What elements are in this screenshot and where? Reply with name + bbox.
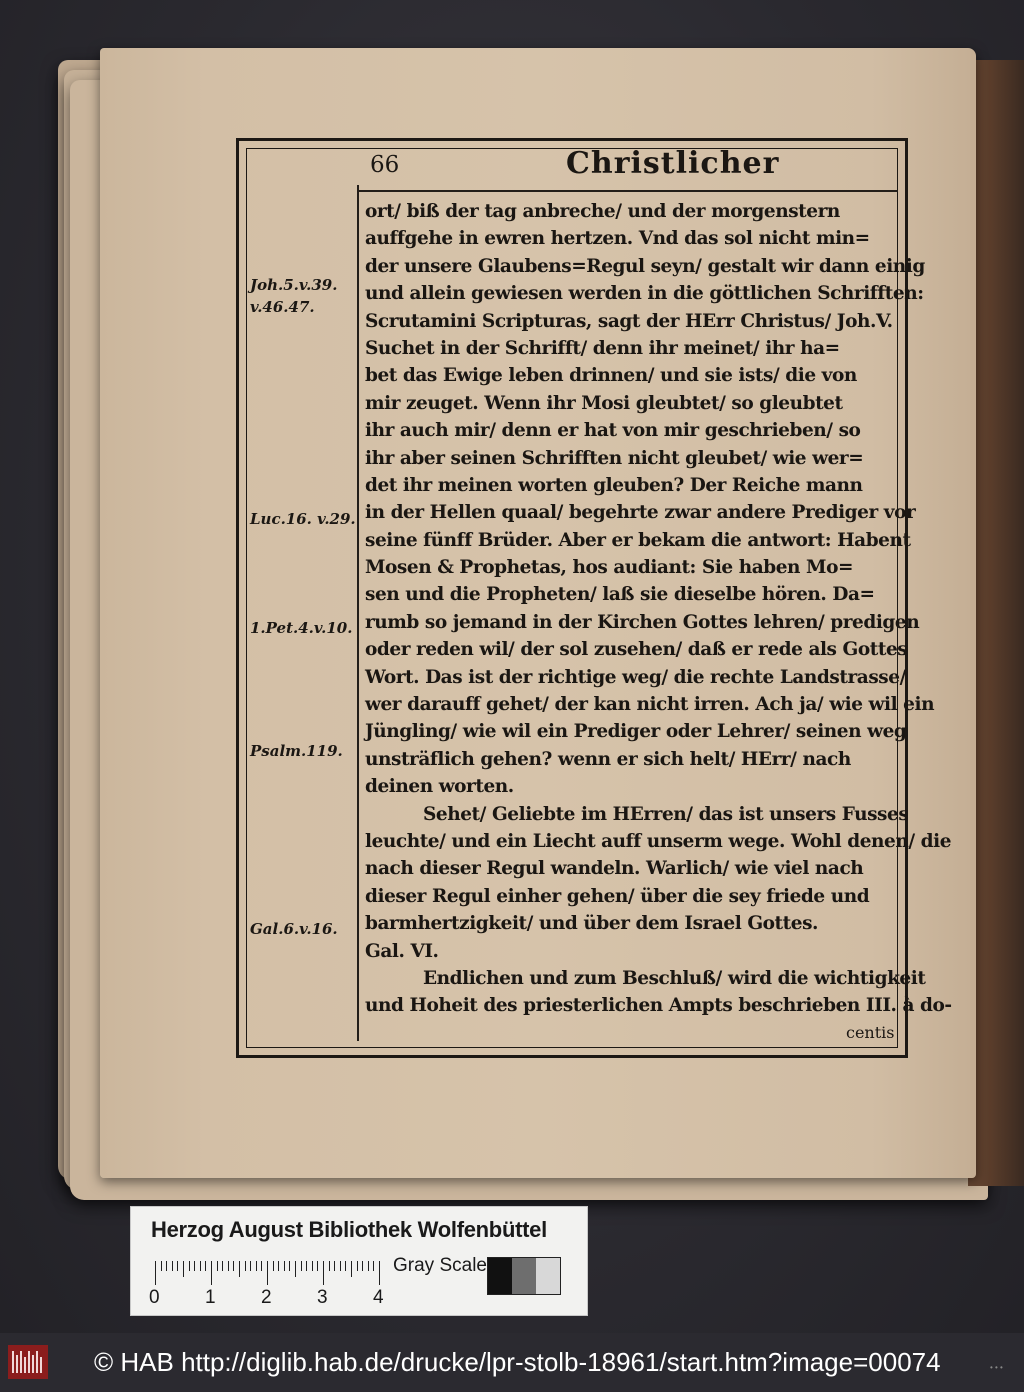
ruler-tick [194,1261,195,1271]
dots-icon: • • • [990,1363,1003,1372]
ruler-tick [312,1261,313,1271]
gray-swatch [488,1258,512,1294]
text-line: Wort. Das ist der richtige weg/ die rechte Landstrasse/ [365,666,906,688]
text-line: ihr auch mir/ denn er hat von mir geschrieben/ so [365,420,861,442]
marginal-note: Joh.5.v.39. [250,276,338,294]
text-line: Gal. VI. [365,940,439,962]
ruler-tick [368,1261,369,1271]
catchword: centis [846,1023,895,1042]
footer-bar [0,1333,1024,1392]
ruler-tick [228,1261,229,1271]
marginal-note: v.46.47. [250,298,315,316]
running-head [362,146,882,186]
text-line: seine fünff Brüder. Aber er bekam die antwort: Habent [365,529,911,551]
text-line: ort/ biß der tag anbreche/ und der morgenstern [365,201,840,222]
text-line: bet das Ewige leben drinnen/ und sie ists/ die von [365,365,857,387]
ruler-tick [284,1261,285,1271]
ruler-tick [351,1261,352,1277]
gray-scale-swatches [487,1257,561,1295]
marginal-note: Psalm.119. [250,742,343,760]
gray-swatch [512,1258,536,1294]
ruler-tick [239,1261,240,1277]
text-line: mir zeuget. Wenn ihr Mosi gleubtet/ so gleubtet [365,392,843,414]
text-line: barmhertzigkeit/ und über dem Israel Gottes. [365,913,819,935]
ruler-tick [267,1261,268,1285]
ruler-tick [161,1261,162,1271]
text-line: oder reden wil/ der sol zusehen/ daß er rede als Gottes [365,639,908,661]
book-spine [968,60,1024,1186]
text-line: Sehet/ Geliebte im HErren/ das ist unsers Fusses [423,803,909,825]
ruler-tick [273,1261,274,1271]
library-scale-card [130,1206,588,1316]
margin-column-rule [357,185,359,1041]
ruler-tick [205,1261,206,1271]
ruler-tick [172,1261,173,1271]
ruler-tick [323,1261,324,1285]
ruler-tick [245,1261,246,1271]
ruler-tick [373,1261,374,1271]
header-rule [357,190,898,192]
running-title: Christlicher [566,146,780,181]
ruler-tick [217,1261,218,1271]
text-line: dieser Regul einher gehen/ über die sey friede und [365,885,870,907]
text-line: Suchet in der Schrifft/ denn ihr meinet/ ihr ha= [365,337,840,359]
hab-logo-icon [8,1345,48,1379]
text-line: wer darauff gehet/ der kan nicht irren. Ach ja/ wie wil ein [365,694,935,716]
ruler-tick [211,1261,212,1285]
text-line: deinen worten. [365,776,514,798]
ruler-tick [379,1261,380,1285]
text-line: nach dieser Regul wandeln. Warlich/ wie viel nach [365,858,864,880]
text-line: Scrutamini Scripturas, sagt der HErr Christus/ Joh.V. [365,310,893,332]
footer-credit: © HAB http://diglib.hab.de/drucke/lpr-stolb-18961/start.htm?image=00074 [94,1347,941,1377]
ruler-tick [155,1261,156,1285]
ruler-label: 1 [205,1287,216,1308]
ruler-tick [183,1261,184,1277]
ruler-tick [177,1261,178,1271]
ruler-scale [149,1257,389,1309]
text-line: auffgehe in ewren hertzen. Vnd das sol nicht min= [365,228,870,250]
text-line: und allein gewiesen werden in die göttlichen Schrifften: [365,283,924,305]
body-text [365,198,952,1020]
library-name: Herzog August Bibliothek Wolfenbüttel [151,1217,547,1242]
text-line: in der Hellen quaal/ begehrte zwar andere Prediger vor [365,502,916,524]
ruler-tick [261,1261,262,1271]
ruler-label: 2 [261,1287,272,1308]
ruler-tick [345,1261,346,1271]
text-line: der unsere Glaubens=Regul seyn/ gestalt wir dann einig [365,255,925,277]
marginal-note: Gal.6.v.16. [250,920,338,938]
ruler-tick [222,1261,223,1271]
ruler-label: 4 [373,1287,384,1308]
ruler-tick [357,1261,358,1271]
gray-scale-label: Gray Scale [393,1255,487,1276]
ruler-tick [233,1261,234,1271]
gray-swatch [536,1258,560,1294]
ruler-tick [362,1261,363,1271]
marginal-note: Luc.16. v.29. [250,510,356,528]
text-line: Endlichen und zum Beschluß/ wird die wichtigkeit [423,967,926,989]
ruler-tick [306,1261,307,1271]
ruler-tick [289,1261,290,1271]
page-number: 66 [370,152,400,178]
ruler-tick [278,1261,279,1271]
text-line: und Hoheit des priesterlichen Ampts beschrieben III. à do- [365,995,952,1017]
text-line: Mosen & Prophetas, hos audiant: Sie haben Mo= [365,557,854,579]
ruler-ticks [151,1257,381,1285]
ruler-tick [301,1261,302,1271]
text-line: Jüngling/ wie wil ein Prediger oder Lehrer/ seinen weg [365,721,907,743]
ruler-tick [340,1261,341,1271]
text-line: rumb so jemand in der Kirchen Gottes lehren/ predigen [365,611,920,633]
ruler-label: 0 [149,1287,160,1308]
text-line: sen und die Propheten/ laß sie dieselbe hören. Da= [365,584,875,606]
ruler-tick [295,1261,296,1277]
ruler-tick [334,1261,335,1271]
text-line: leuchte/ und ein Liecht auff unserm wege. Wohl denen/ die [365,830,952,852]
ruler-tick [317,1261,318,1271]
marginal-note: 1.Pet.4.v.10. [250,619,353,637]
ruler-tick [329,1261,330,1271]
ruler-tick [250,1261,251,1271]
text-line: unsträflich gehen? wenn er sich helt/ HErr/ nach [365,748,851,770]
ruler-tick [189,1261,190,1271]
ruler-tick [166,1261,167,1271]
text-line: det ihr meinen worten gleuben? Der Reiche mann [365,474,863,496]
text-line: ihr aber seinen Schrifften nicht gleubet/ wie wer= [365,447,864,469]
ruler-tick [200,1261,201,1271]
ruler-label: 3 [317,1287,328,1308]
ruler-tick [256,1261,257,1271]
